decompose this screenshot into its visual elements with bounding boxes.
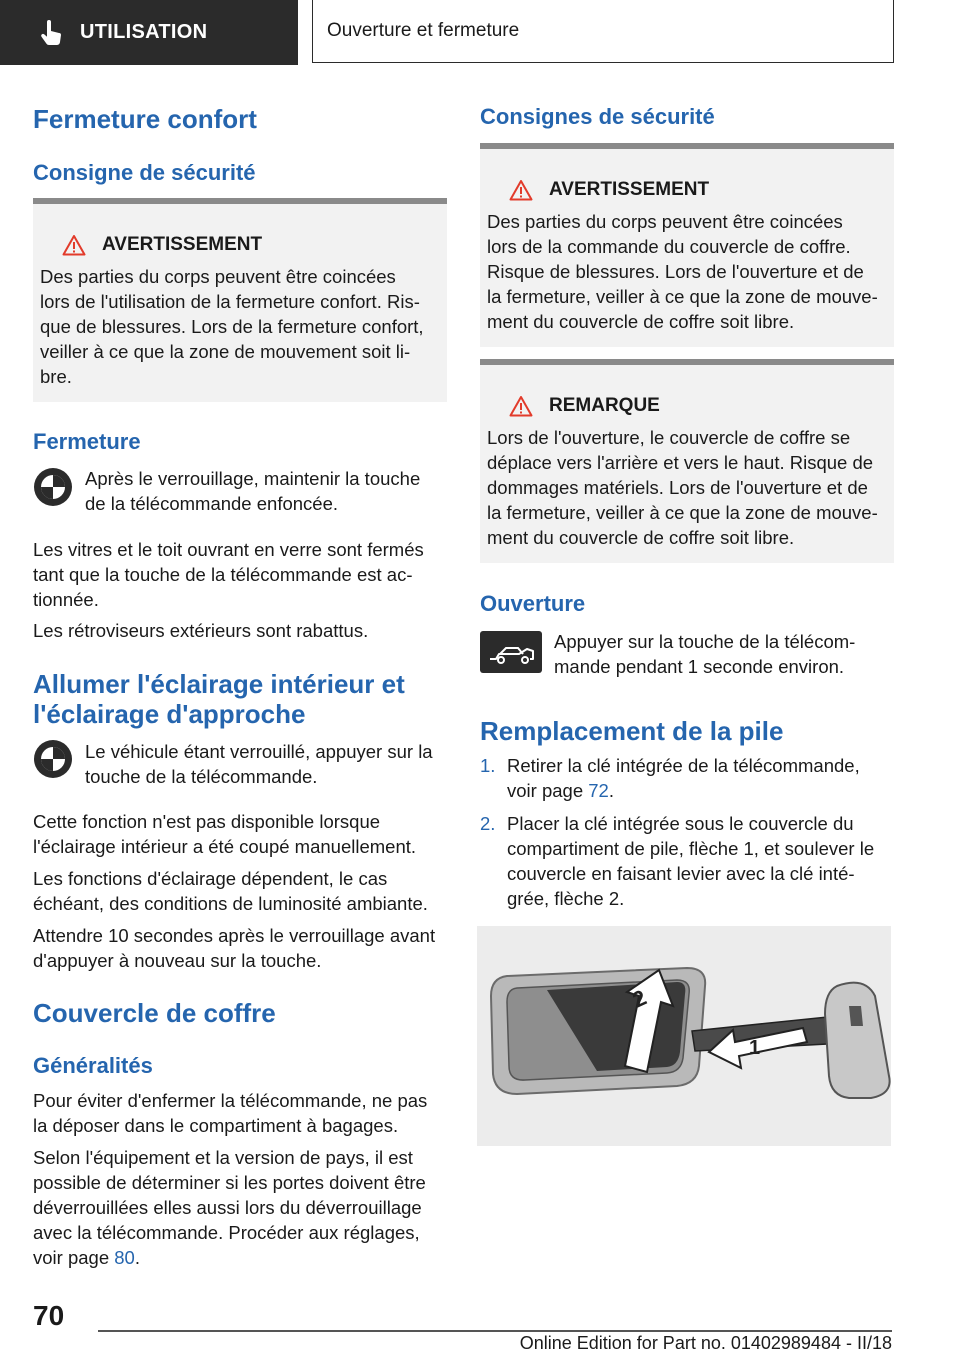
text-line: couvercle en faisant levier avec la clé inté-	[507, 863, 855, 884]
warning-triangle-icon	[509, 179, 533, 201]
opening-instruction	[480, 629, 894, 679]
text-line: touche de la télécommande.	[85, 766, 318, 787]
text-line: Après le verrouillage, maintenir la touche	[85, 468, 421, 489]
warning-text	[487, 209, 887, 334]
text-line: l'éclairage intérieur a été coupé manuellement.	[33, 836, 417, 857]
key-illustration	[477, 926, 891, 1146]
text-line	[507, 778, 860, 803]
lighting-paragraph-1	[33, 809, 416, 859]
step-1	[480, 753, 894, 803]
warning-line: lors de la commande du couvercle de coffre.	[487, 236, 851, 257]
text-line: Selon l'équipement et la version de pays, il est	[33, 1147, 413, 1168]
text-line: de la télécommande enfoncée.	[85, 493, 339, 514]
text-line: mande pendant 1 seconde environ.	[554, 656, 845, 677]
text-line: Les fonctions d'éclairage dépendent, le cas	[33, 868, 388, 889]
note-line: Lors de l'ouverture, le couvercle de coffre se	[487, 427, 851, 448]
warning-line: Des parties du corps peuvent être coincées	[40, 266, 396, 287]
lighting-paragraph-3	[33, 923, 435, 973]
note-line: la fermeture, veiller à ce que la zone de mouve-	[487, 502, 878, 523]
lighting-instruction	[33, 739, 447, 789]
closing-title: Fermeture	[33, 429, 141, 454]
warning-heading	[487, 175, 887, 205]
note-line: dommages matériels. Lors de l'ouverture et de	[487, 477, 868, 498]
warning-line: que de blessures. Lors de la fermeture confort,	[40, 316, 424, 337]
section-tab	[0, 0, 298, 65]
note-box-trunk	[480, 359, 894, 563]
text-line: Les vitres et le toit ouvrant en verre sont fermés	[33, 539, 424, 560]
closing-paragraph-2: Les rétroviseurs extérieurs sont rabattus.	[33, 620, 369, 641]
warning-line: la fermeture, veiller à ce que la zone de mouve-	[487, 286, 878, 307]
text-line	[33, 1245, 426, 1270]
arrow-1-label: 1	[749, 1037, 761, 1059]
chapter-title: Ouverture et fermeture	[327, 20, 520, 41]
text-line: d'appuyer à nouveau sur la touche.	[33, 950, 322, 971]
note-line: ment du couvercle de coffre soit libre.	[487, 527, 795, 548]
trunk-lid-title: Couvercle de coffre	[33, 998, 276, 1028]
lighting-title	[33, 669, 405, 729]
general-paragraph-2	[33, 1145, 426, 1270]
step-2	[480, 811, 894, 911]
bmw-logo-icon	[33, 467, 73, 507]
text-line: échéant, des conditions de luminosité ambiante.	[33, 893, 428, 914]
page-link-72[interactable]: 72	[588, 780, 609, 801]
text-line: compartiment de pile, flèche 1, et soulever le	[507, 838, 875, 859]
text-line: la déposer dans le compartiment à bagages.	[33, 1115, 399, 1136]
step-number: 2.	[480, 813, 496, 834]
trunk-button-icon	[480, 631, 542, 673]
text-line: déverrouillées elles aussi lors du déverrouillage	[33, 1197, 422, 1218]
text-line: Appuyer sur la touche de la télécom-	[554, 631, 856, 652]
text-line: Retirer la clé intégrée de la télécommande,	[507, 755, 860, 776]
warning-label: AVERTISSEMENT	[102, 234, 263, 255]
section-title: UTILISATION	[80, 21, 208, 43]
safety-note-title: Consigne de sécurité	[33, 160, 256, 185]
opening-title: Ouverture	[480, 591, 586, 616]
note-text	[487, 425, 887, 550]
warning-triangle-icon	[509, 395, 533, 417]
page-number: 70	[33, 1300, 65, 1331]
warning-box-comfort	[33, 198, 447, 402]
general-paragraph-1	[33, 1088, 427, 1138]
closing-instruction	[33, 467, 447, 516]
text-fragment: .	[134, 1247, 140, 1268]
text-line: tant que la touche de la télécommande est ac-	[33, 564, 413, 585]
text-fragment: voir page	[33, 1247, 115, 1268]
text-line: Cette fonction n'est pas disponible lorsque	[33, 811, 381, 832]
note-label: REMARQUE	[549, 395, 660, 416]
warning-line: bre.	[40, 366, 72, 387]
warning-label: AVERTISSEMENT	[549, 179, 710, 200]
text-line: Attendre 10 secondes après le verrouillage avant	[33, 925, 436, 946]
text-line: tionnée.	[33, 589, 99, 610]
battery-replacement-title: Remplacement de la pile	[480, 716, 784, 746]
warning-line: veiller à ce que la zone de mouvement soit li-	[40, 341, 411, 362]
closing-paragraph-1	[33, 537, 424, 612]
page-link-80[interactable]: 80	[114, 1247, 135, 1268]
warning-line: ment du couvercle de coffre soit libre.	[487, 311, 795, 332]
text-line: avec la télécommande. Procéder aux réglages,	[33, 1222, 420, 1243]
text-line: Pour éviter d'enfermer la télécommande, ne pas	[33, 1090, 428, 1111]
text-line: Placer la clé intégrée sous le couvercle du	[507, 813, 854, 834]
text-line: possible de déterminer si les portes doivent être	[33, 1172, 426, 1193]
title-line: Allumer l'éclairage intérieur et	[33, 669, 405, 699]
warning-text	[40, 264, 440, 389]
step-number: 1.	[480, 755, 496, 776]
safety-notes-title: Consignes de sécurité	[480, 104, 715, 129]
comfort-closing-title: Fermeture confort	[33, 104, 257, 134]
warning-box-trunk	[480, 143, 894, 347]
text-fragment: voir page	[507, 780, 589, 801]
text-fragment: .	[608, 780, 614, 801]
chapter-tab	[312, 0, 894, 63]
edition-note: Online Edition for Part no. 01402989484 - II/18	[519, 1333, 892, 1353]
arrow-2-label: 2	[628, 984, 651, 1013]
text-line: grée, flèche 2.	[507, 888, 625, 909]
lighting-paragraph-2	[33, 866, 428, 916]
hand-pointer-icon	[40, 20, 62, 46]
general-title: Généralités	[33, 1053, 153, 1078]
warning-triangle-icon	[62, 234, 86, 256]
warning-line: lors de l'utilisation de la fermeture confort. Ris-	[40, 291, 420, 312]
note-heading	[487, 391, 887, 421]
note-line: déplace vers l'arrière et vers le haut. Risque de	[487, 452, 874, 473]
bmw-logo-icon	[33, 739, 73, 779]
warning-heading	[40, 230, 440, 260]
warning-line: Des parties du corps peuvent être coincées	[487, 211, 843, 232]
warning-line: Risque de blessures. Lors de l'ouverture et de	[487, 261, 864, 282]
title-line: l'éclairage d'approche	[33, 699, 306, 729]
key-battery-figure	[477, 926, 891, 1146]
text-line: Le véhicule étant verrouillé, appuyer sur la	[85, 741, 433, 762]
footer-divider	[98, 1330, 892, 1332]
